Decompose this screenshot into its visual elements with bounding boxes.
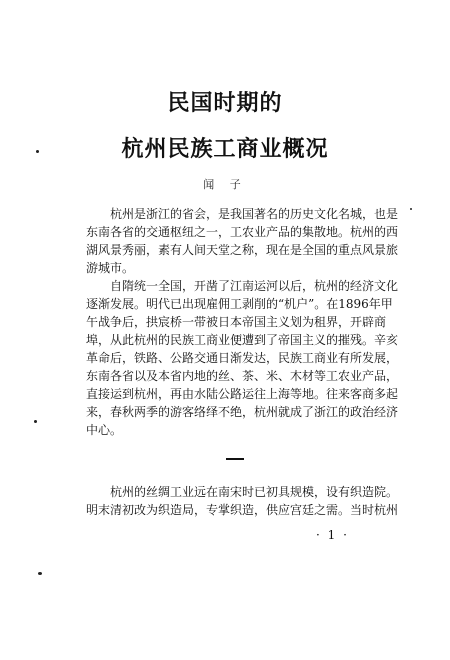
text-line: 东南各省的交通枢纽之一，工农业产品的集散地。杭州的西 bbox=[86, 225, 399, 239]
text-line: 午战争后，拱宸桥一带被日本帝国主义划为租界，开辟商 bbox=[86, 315, 387, 329]
page-number: · 1 · bbox=[316, 528, 349, 542]
title-line-2: 杭州民族工商业概况 bbox=[121, 137, 329, 162]
scan-speck bbox=[410, 208, 412, 210]
text-line: 中心。 bbox=[86, 423, 123, 437]
paragraph-3 bbox=[86, 483, 399, 519]
text-line: 湖风景秀丽，素有人间天堂之称，现在是全国的重点风景旅 bbox=[86, 243, 399, 257]
text-line: 逐渐发展。明代已出现雇佣工剥削的“机户”。在1896年甲 bbox=[86, 297, 393, 311]
scan-speck bbox=[38, 572, 42, 575]
text-line: 游城市。 bbox=[86, 261, 135, 275]
scan-speck bbox=[36, 150, 39, 153]
section-heading bbox=[226, 458, 244, 460]
text-line: 来，春秋两季的游客络绎不绝，杭州就成了浙江的政治经济 bbox=[86, 405, 399, 419]
text-line: 埠，从此杭州的民族工商业便遭到了帝国主义的摧残。辛亥 bbox=[86, 333, 399, 347]
text-line: 直接运到杭州，再由水陆公路运往上海等地。往来客商多起 bbox=[86, 387, 399, 401]
text-line: 杭州的丝绸工业远在南宋时已初具规模，设有织造院。 bbox=[110, 485, 399, 499]
text-line: 杭州是浙江的省会，是我国著名的历史文化名城，也是 bbox=[110, 207, 399, 221]
text-line: 明末清初改为织造局，专掌织造，供应宫廷之需。当时杭州 bbox=[86, 503, 399, 517]
paragraph-2 bbox=[86, 277, 399, 439]
text-line: 东南各省以及本省内地的丝、茶、米、木材等工农业产品， bbox=[86, 369, 399, 383]
title-line-1: 民国时期的 bbox=[167, 91, 283, 116]
author-name: 闻 子 bbox=[203, 178, 247, 191]
paragraph-1 bbox=[86, 205, 399, 277]
text-line: 革命后，铁路、公路交通日渐发达，民族工商业有所发展， bbox=[86, 351, 399, 365]
scan-speck bbox=[34, 420, 37, 423]
text-line: 自隋统一全国，开凿了江南运河以后，杭州的经济文化 bbox=[110, 279, 399, 293]
